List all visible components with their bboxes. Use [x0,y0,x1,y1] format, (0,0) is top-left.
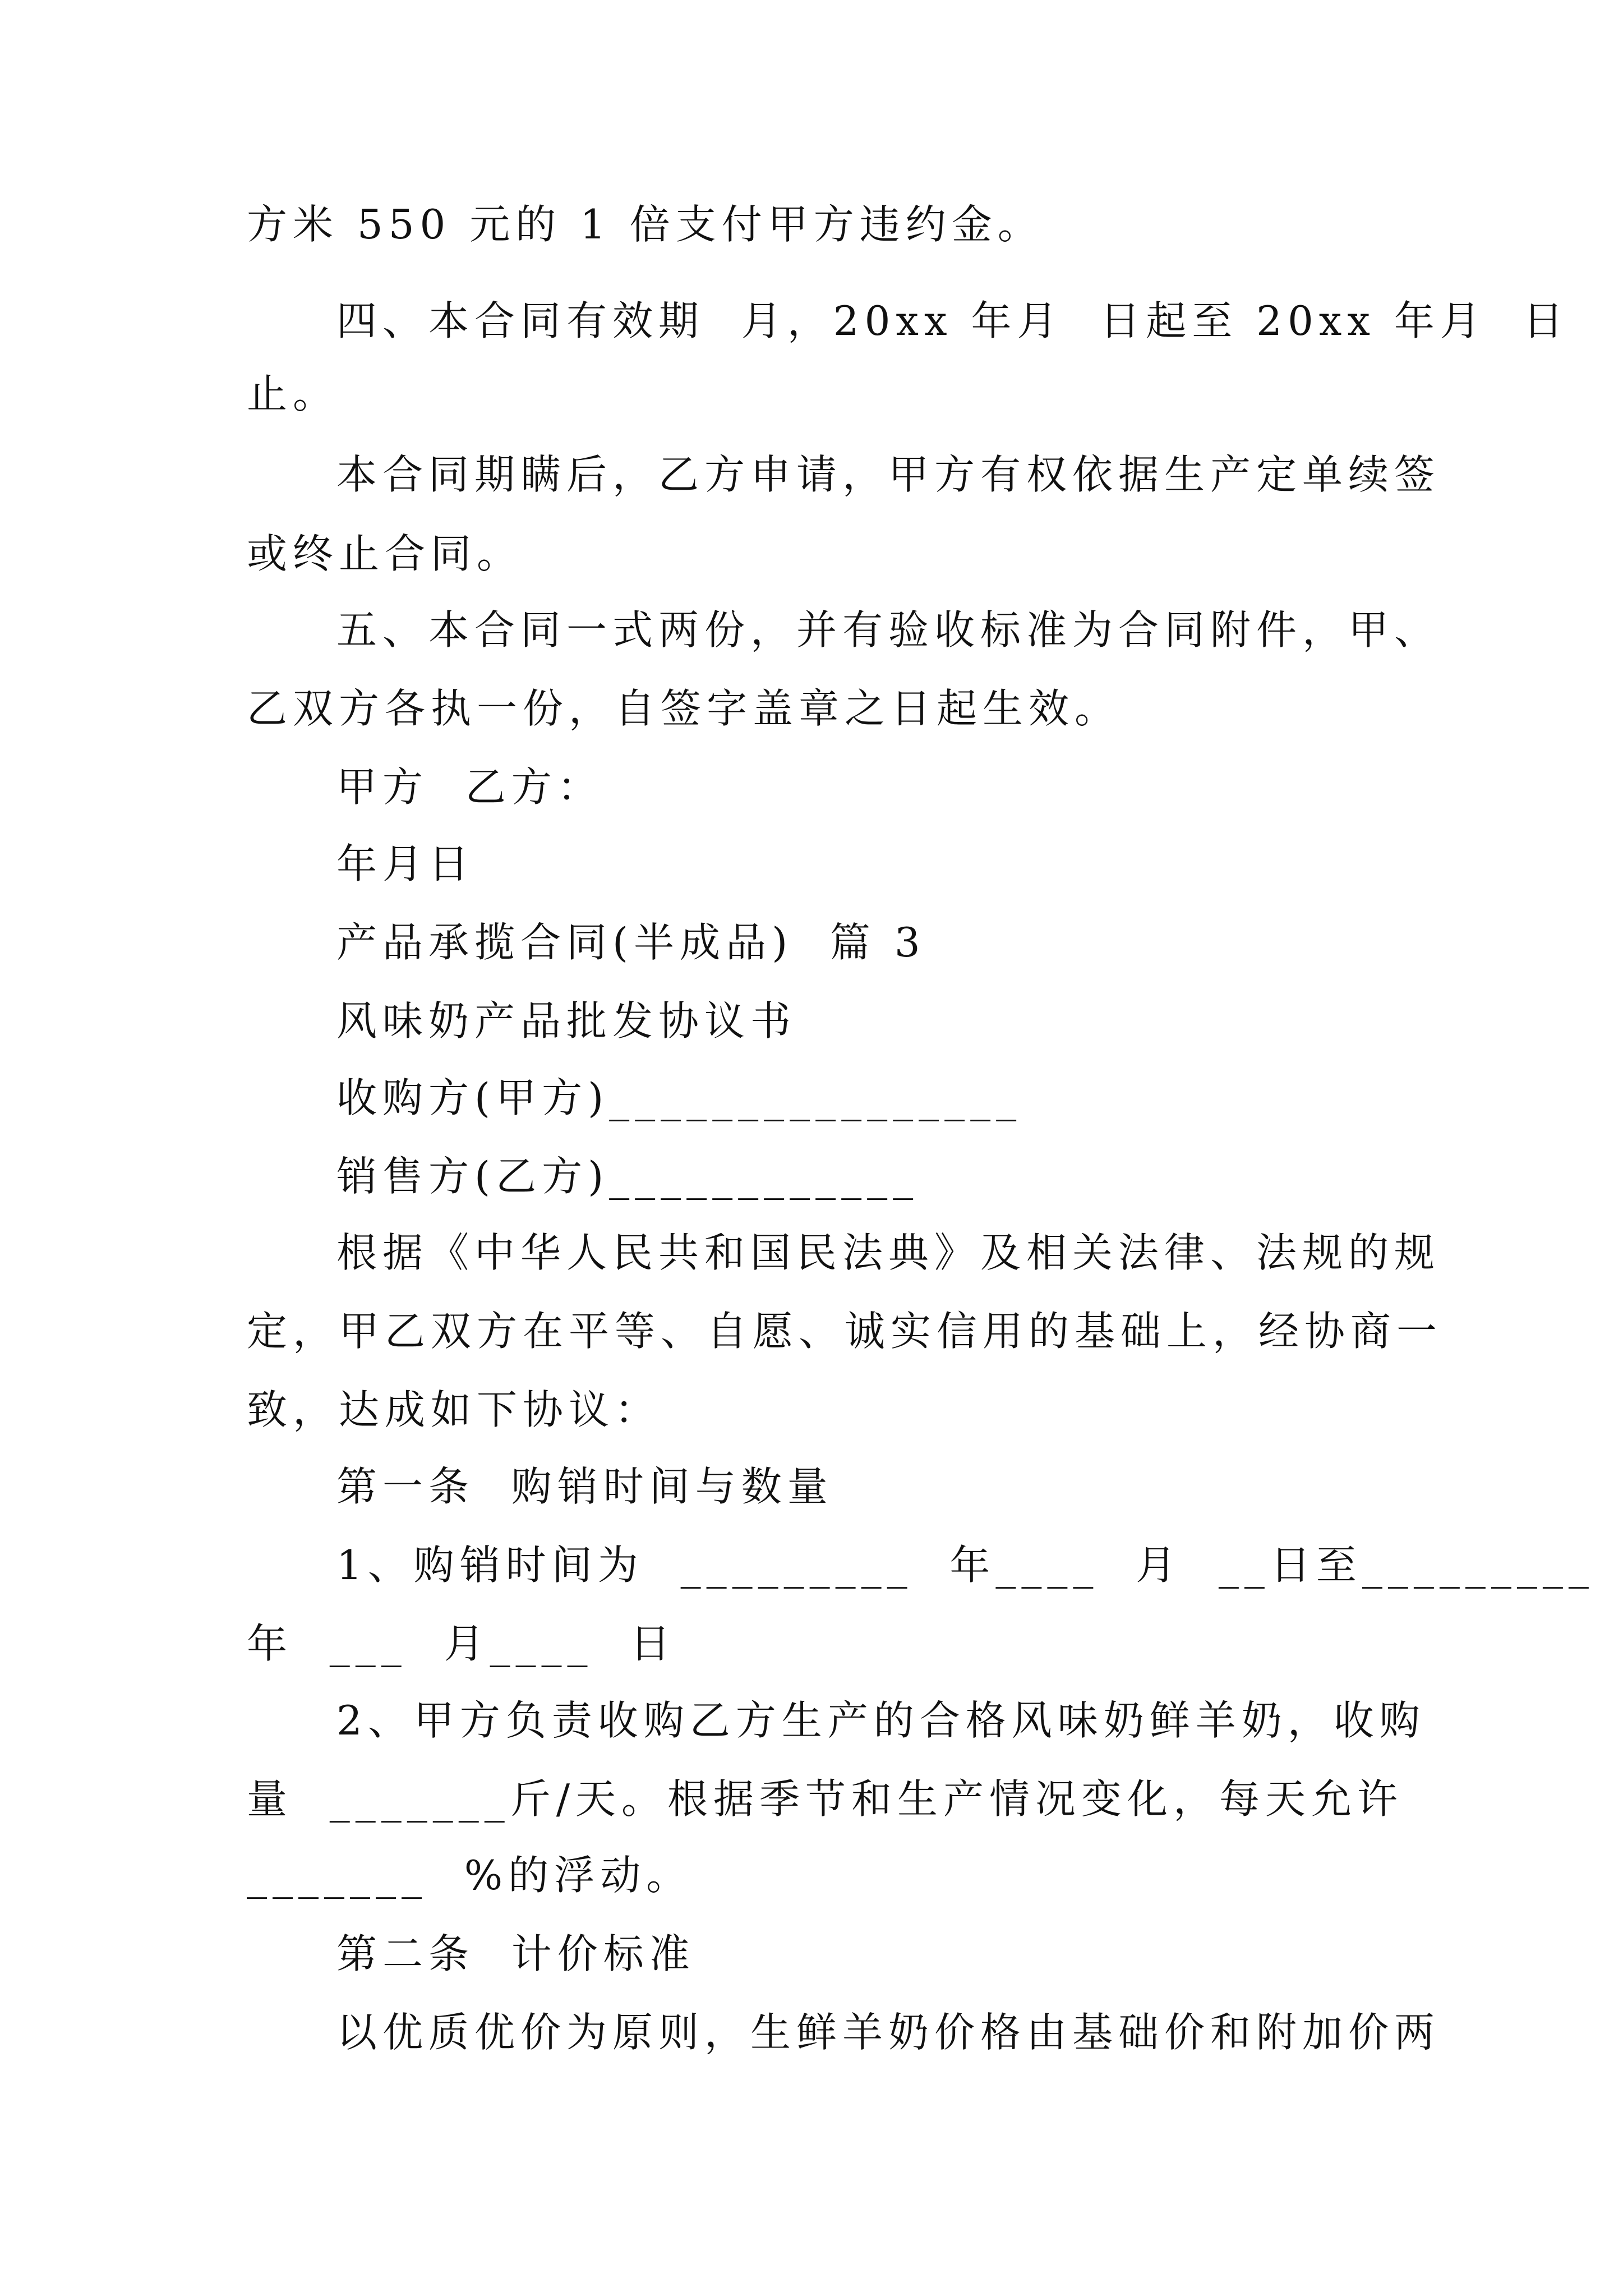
text-line: 年月日 [336,840,475,887]
text-line: 四、本合同有效期 月，20xx 年月 日起至 20xx 年月 日 [336,297,1569,344]
text-line: 以优质优价为原则，生鲜羊奶价格由基础价和附加价两 [336,2009,1441,2056]
text-line: 量 _______斤/天。根据季节和生产情况变化，每天允许 [247,1775,1404,1823]
text-line: 年 ___ 月____ 日 [247,1620,676,1667]
document-title: 风味奶产品批发协议书 [336,997,797,1045]
text-line: 本合同期瞒后，乙方申请，甲方有权依据生产定单续签 [336,451,1441,498]
text-line: 五、本合同一式两份，并有验收标准为合同附件，甲、 [336,606,1441,654]
text-line: 甲方 乙方： [336,763,603,811]
article-heading: 第二条 计价标准 [336,1930,695,1977]
text-line: 方米 550 元的 1 倍支付甲方违约金。 [247,201,1044,248]
text-line: 乙双方各执一份，自签字盖章之日起生效。 [247,685,1121,732]
text-line: 根据《中华人民共和国民法典》及相关法律、法规的规 [336,1229,1441,1276]
text-line: 2、甲方负责收购乙方生产的合格风味奶鲜羊奶，收购 [336,1697,1426,1744]
text-line: 销售方(乙方)____________ [336,1153,919,1200]
text-line: 定，甲乙双方在平等、自愿、诚实信用的基础上，经协商一 [247,1308,1443,1355]
text-line: 1、购销时间为 _________ 年____ 月 __日至_________ [336,1542,1594,1589]
text-line: 止。 [247,370,339,417]
text-line: 或终止合同。 [247,530,523,577]
article-heading: 第一条 购销时间与数量 [336,1463,833,1510]
text-line: 收购方(甲方)________________ [336,1074,1022,1121]
section-heading: 产品承揽合同(半成品) 篇 3 [336,919,926,966]
text-line: _______ %的浮动。 [247,1852,693,1899]
text-line: 致，达成如下协议： [247,1386,661,1433]
